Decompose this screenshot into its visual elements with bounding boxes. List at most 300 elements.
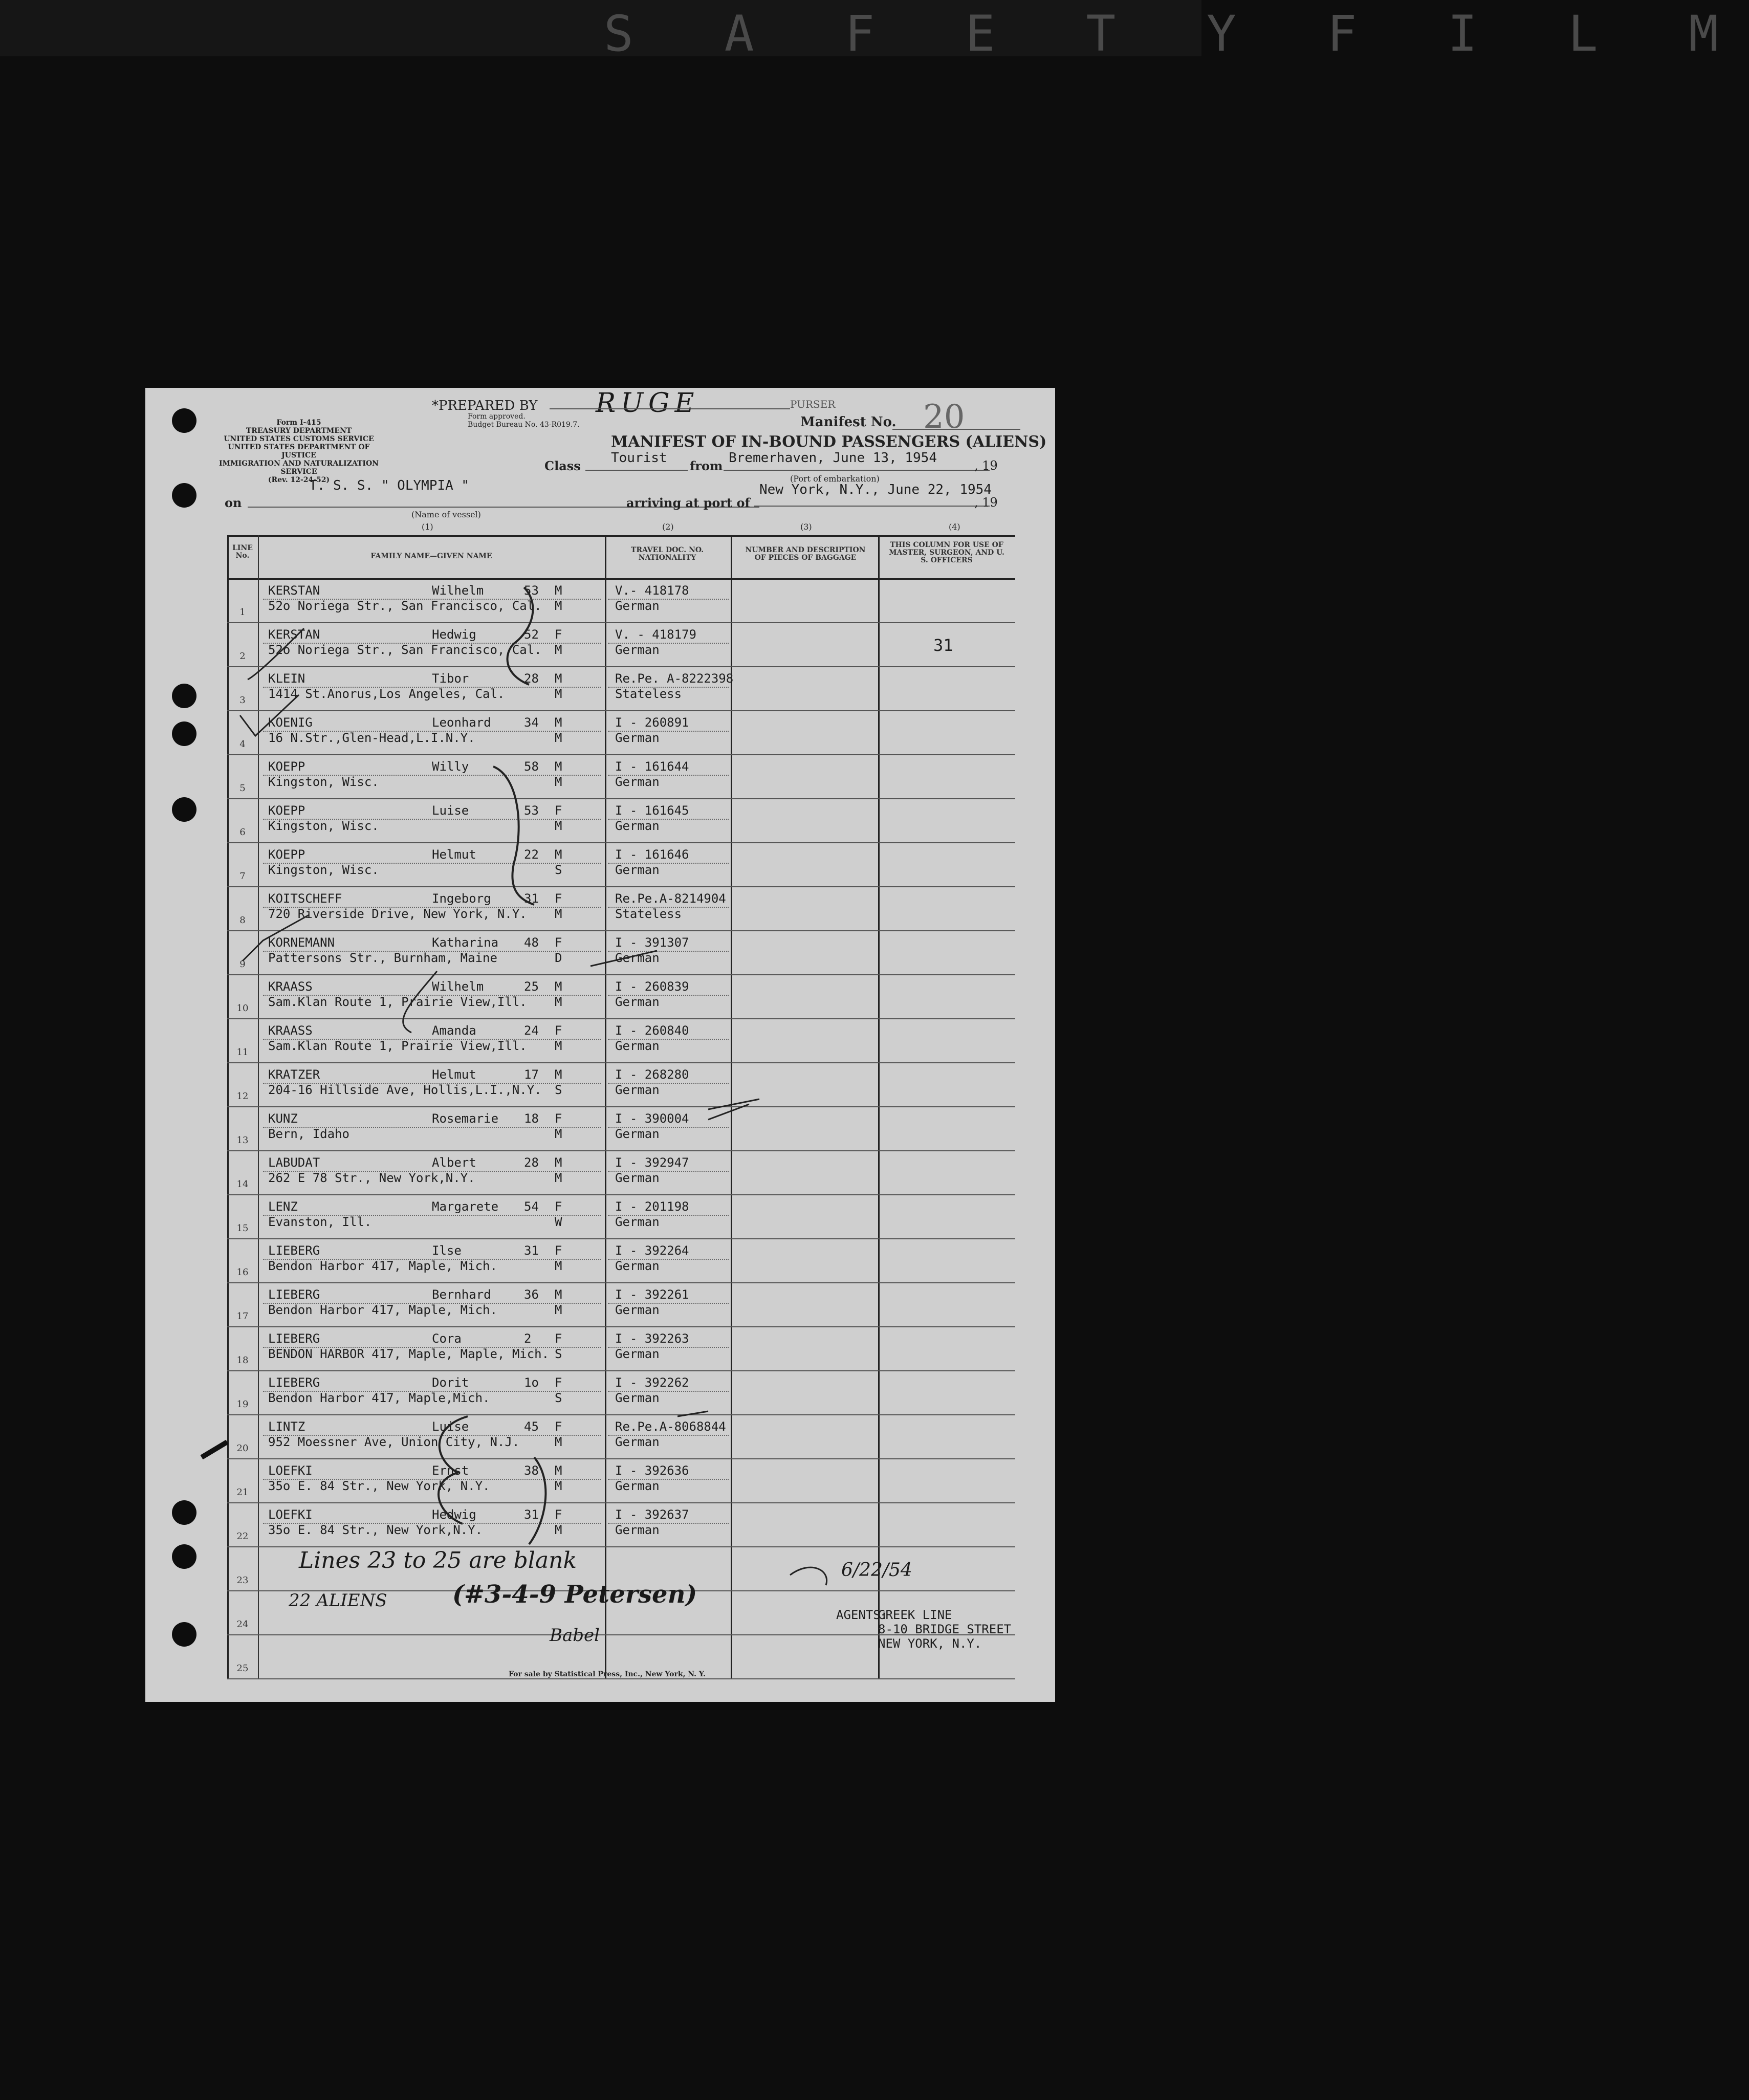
line-no-header: LINE No. <box>232 544 253 560</box>
travel-doc-no: I - 392261 <box>615 1287 689 1302</box>
age: 48 <box>524 935 539 950</box>
sex: F <box>555 1111 562 1126</box>
class-label: Class <box>544 458 581 473</box>
row-divider <box>227 622 1015 623</box>
sex: F <box>555 803 562 818</box>
sex: M <box>555 979 562 994</box>
prepared-by-value: RUGE <box>596 388 699 419</box>
manifest-title: MANIFEST OF IN-BOUND PASSENGERS (ALIENS) <box>611 433 1047 451</box>
vessel-caption: (Name of vessel) <box>411 510 481 519</box>
given-name: Luise <box>432 1419 469 1434</box>
row-divider <box>227 1326 1015 1327</box>
address: 204-16 Hillside Ave, Hollis,L.I.,N.Y. <box>268 1083 542 1097</box>
row-number: 5 <box>239 783 246 794</box>
given-name: Helmut <box>432 1067 476 1082</box>
sex: M <box>555 715 562 730</box>
doc-divider <box>608 599 729 600</box>
form-block-line: IMMIGRATION AND NATURALIZATION SERVICE <box>219 460 379 476</box>
col-border <box>878 535 880 1679</box>
given-name: Ilse <box>432 1243 462 1258</box>
marital-status: M <box>555 643 562 657</box>
sex: F <box>555 891 562 906</box>
given-name: Amanda <box>432 1023 476 1038</box>
name-address-divider <box>263 1039 601 1040</box>
row-number: 9 <box>239 959 246 970</box>
travel-doc-no: I - 268280 <box>615 1067 689 1082</box>
marital-status: M <box>555 731 562 745</box>
family-name: KUNZ <box>268 1111 298 1126</box>
given-name: Wilhelm <box>432 979 484 994</box>
doc-divider <box>608 1391 729 1392</box>
row-number: 24 <box>236 1619 249 1630</box>
given-name: Bernhard <box>432 1287 491 1302</box>
name-address-divider <box>263 1479 601 1480</box>
officer-note: 31 <box>933 636 953 655</box>
name-address-divider <box>263 1391 601 1392</box>
name-address-divider <box>263 1303 601 1304</box>
row-divider <box>227 798 1015 799</box>
nationality: German <box>615 1347 660 1361</box>
row-number: 1 <box>239 607 246 618</box>
doc-divider <box>608 1523 729 1524</box>
doc-divider <box>608 1083 729 1084</box>
vessel-name: T. S. S. " OLYMPIA " <box>309 478 470 493</box>
punch-hole <box>172 721 196 746</box>
family-name: KRAASS <box>268 1023 313 1038</box>
reference-note: (#3-4-9 Petersen) <box>452 1580 697 1609</box>
given-name: Hedwig <box>432 627 476 642</box>
doc-divider <box>608 687 729 688</box>
name-address-divider <box>263 995 601 996</box>
travel-doc-no: I - 161644 <box>615 759 689 774</box>
name-address-divider <box>263 907 601 908</box>
from-underline <box>724 470 990 471</box>
row-divider <box>227 666 1015 667</box>
row-number: 10 <box>236 1003 249 1014</box>
address: 16 N.Str.,Glen-Head,L.I.N.Y. <box>268 731 475 745</box>
family-name: KOEPP <box>268 847 305 862</box>
marital-status: M <box>555 1127 562 1141</box>
form-block-line: (Rev. 12-24-52) <box>268 476 330 484</box>
given-name: Wilhelm <box>432 583 484 598</box>
doc-divider <box>608 643 729 644</box>
row-divider <box>227 1238 1015 1239</box>
doc-divider <box>608 1039 729 1040</box>
row-number: 2 <box>239 651 246 662</box>
nationality: German <box>615 863 660 877</box>
given-name: Cora <box>432 1331 462 1346</box>
marital-status: M <box>555 775 562 789</box>
marital-status: M <box>555 819 562 833</box>
age: 18 <box>524 1111 539 1126</box>
given-name: Willy <box>432 759 469 774</box>
age: 36 <box>524 1287 539 1302</box>
address: Evanston, Ill. <box>268 1215 372 1229</box>
row-number: 25 <box>236 1663 249 1674</box>
address: Pattersons Str., Burnham, Maine <box>268 951 497 965</box>
travel-doc-no: I - 260839 <box>615 979 689 994</box>
travel-doc-no: Re.Pe. A-8222398 <box>615 671 734 686</box>
name-address-divider <box>263 1127 601 1128</box>
travel-doc-no: I - 161646 <box>615 847 689 862</box>
family-name: LINTZ <box>268 1419 305 1434</box>
agent-address-2: NEW YORK, N.Y. <box>878 1636 982 1651</box>
officers-header: THIS COLUMN FOR USE OF MASTER, SURGEON, AND U. S. OFFICERS <box>889 541 1004 564</box>
address: Sam.Klan Route 1, Prairie View,Ill. <box>268 995 527 1009</box>
row-number: 14 <box>236 1179 249 1190</box>
row-number: 7 <box>239 871 246 882</box>
from-label: from <box>690 458 723 473</box>
age: 53 <box>524 803 539 818</box>
sex: M <box>555 671 562 686</box>
address: 35o E. 84 Str., New York, N.Y. <box>268 1479 490 1493</box>
given-name: Hedwig <box>432 1507 476 1522</box>
nationality: German <box>615 599 660 613</box>
sex: F <box>555 1023 562 1038</box>
sex: F <box>555 627 562 642</box>
date-note: 6/22/54 <box>841 1560 912 1581</box>
address: BENDON HARBOR 417, Maple, Maple, Mich. <box>268 1347 550 1361</box>
aliens-count: 22 ALIENS <box>289 1590 387 1611</box>
col-border <box>258 535 259 1679</box>
family-name: KOEPP <box>268 759 305 774</box>
name-address-divider <box>263 1171 601 1172</box>
nationality: German <box>615 1171 660 1185</box>
name-address-divider <box>263 951 601 952</box>
col-number-4: (4) <box>949 522 960 532</box>
marital-status: M <box>555 995 562 1009</box>
nationality: German <box>615 1391 660 1405</box>
row-number: 20 <box>236 1443 249 1454</box>
film-strip <box>0 0 1749 62</box>
travel-doc-no: I - 161645 <box>615 803 689 818</box>
name-address-divider <box>263 1215 601 1216</box>
col-number-3: (3) <box>800 522 812 532</box>
doc-divider <box>608 907 729 908</box>
name-address-divider <box>263 643 601 644</box>
manifest-no-value: 20 <box>923 398 965 436</box>
age: 25 <box>524 979 539 994</box>
passenger-table <box>227 535 1015 1679</box>
marital-status: D <box>555 951 562 965</box>
address: Bendon Harbor 417, Maple, Mich. <box>268 1303 497 1317</box>
family-name: KERSTAN <box>268 583 320 598</box>
manifest-no-underline <box>892 429 1020 430</box>
family-name: KOENIG <box>268 715 313 730</box>
family-name: KRAASS <box>268 979 313 994</box>
age: 28 <box>524 671 539 686</box>
form-approved-line: Budget Bureau No. 43-R019.7. <box>468 421 580 429</box>
row-number: 3 <box>239 695 246 706</box>
travel-doc-no: I - 260891 <box>615 715 689 730</box>
travel-doc-no: V. - 418179 <box>615 627 696 642</box>
given-name: Margarete <box>432 1199 499 1214</box>
marital-status: S <box>555 1083 562 1097</box>
travel-doc-no: I - 392263 <box>615 1331 689 1346</box>
family-name: KLEIN <box>268 671 305 686</box>
row-divider <box>227 1194 1015 1195</box>
given-name: Luise <box>432 803 469 818</box>
row-divider <box>227 1106 1015 1107</box>
row-divider <box>227 886 1015 887</box>
travel-doc-no: Re.Pe.A-8068844 <box>615 1419 726 1434</box>
address: 720 Riverside Drive, New York, N.Y. <box>268 907 527 921</box>
name-address-divider <box>263 1347 601 1348</box>
marital-status: M <box>555 907 562 921</box>
agent-address-1: 8-10 BRIDGE STREET <box>878 1622 1012 1636</box>
col-border <box>227 535 229 1679</box>
sex: F <box>555 1375 562 1390</box>
row-number: 12 <box>236 1091 249 1102</box>
col-number-2: (2) <box>662 522 674 532</box>
row-number: 22 <box>236 1531 249 1542</box>
family-name: KORNEMANN <box>268 935 335 950</box>
row-divider <box>227 842 1015 843</box>
punch-hole <box>172 1500 196 1525</box>
row-number: 23 <box>236 1575 249 1586</box>
age: 58 <box>524 759 539 774</box>
given-name: Leonhard <box>432 715 491 730</box>
class-value: Tourist <box>611 450 667 466</box>
punch-hole <box>172 408 196 433</box>
punch-hole <box>172 483 196 508</box>
sex: M <box>555 1067 562 1082</box>
travel-doc-no: I - 392262 <box>615 1375 689 1390</box>
name-address-divider <box>263 1259 601 1260</box>
marital-status: M <box>555 1523 562 1537</box>
port-of-embarkation: Bremerhaven, June 13, 1954 <box>729 450 937 466</box>
manifest-page <box>145 388 1055 1702</box>
row-number: 21 <box>236 1487 249 1498</box>
arriving-label: arriving at port of <box>626 495 750 510</box>
prepared-by-label: *PREPARED BY <box>432 398 538 413</box>
family-name: LIEBERG <box>268 1375 320 1390</box>
punch-hole <box>172 797 196 822</box>
marital-status: W <box>555 1215 562 1229</box>
row-divider <box>227 974 1015 975</box>
year-suffix: , 19 <box>974 458 998 473</box>
punch-hole <box>172 1544 196 1569</box>
table-header-rule <box>227 578 1015 580</box>
age: 31 <box>524 1507 539 1522</box>
row-divider <box>227 1150 1015 1151</box>
signature: Babel <box>550 1625 600 1646</box>
row-number: 15 <box>236 1223 249 1234</box>
given-name: Tibor <box>432 671 469 686</box>
family-name: LOEFKI <box>268 1507 313 1522</box>
sex: M <box>555 583 562 598</box>
name-address-divider <box>263 775 601 776</box>
nationality: German <box>615 643 660 657</box>
row-divider <box>227 1458 1015 1459</box>
address: 952 Moessner Ave, Union City, N.J. <box>268 1435 520 1449</box>
doc-divider <box>608 1127 729 1128</box>
doc-divider <box>608 951 729 952</box>
age: 28 <box>524 1155 539 1170</box>
nationality: German <box>615 1523 660 1537</box>
family-name: LENZ <box>268 1199 298 1214</box>
address: Kingston, Wisc. <box>268 819 379 833</box>
port-caption: (Port of embarkation) <box>790 474 880 484</box>
age: 1o <box>524 1375 539 1390</box>
address: Kingston, Wisc. <box>268 775 379 789</box>
family-name: LOEFKI <box>268 1463 313 1478</box>
travel-doc-no: I - 390004 <box>615 1111 689 1126</box>
marital-status: S <box>555 1391 562 1405</box>
row-number: 18 <box>236 1355 249 1366</box>
family-name: LIEBERG <box>268 1331 320 1346</box>
family-name: KRATZER <box>268 1067 320 1082</box>
address: 262 E 78 Str., New York,N.Y. <box>268 1171 475 1185</box>
table-top-rule <box>227 535 1015 537</box>
travel-doc-no: I - 260840 <box>615 1023 689 1038</box>
row-number: 6 <box>239 827 246 838</box>
travel-doc-header: TRAVEL DOC. NO. NATIONALITY <box>630 546 704 562</box>
nationality: German <box>615 1127 660 1141</box>
row-number: 17 <box>236 1311 249 1322</box>
col-border <box>605 535 606 1679</box>
row-divider <box>227 710 1015 711</box>
given-name: Ingeborg <box>432 891 491 906</box>
name-address-divider <box>263 687 601 688</box>
doc-divider <box>608 995 729 996</box>
travel-doc-no: I - 392264 <box>615 1243 689 1258</box>
address: 52o Noriega Str., San Francisco, Cal. <box>268 599 542 613</box>
doc-divider <box>608 863 729 864</box>
doc-divider <box>608 1215 729 1216</box>
age: 31 <box>524 891 539 906</box>
row-divider <box>227 1018 1015 1019</box>
doc-divider <box>608 1259 729 1260</box>
punch-hole <box>172 684 196 708</box>
on-label: on <box>225 495 242 510</box>
travel-doc-no: I - 392947 <box>615 1155 689 1170</box>
address: Bendon Harbor 417, Maple, Mich. <box>268 1259 497 1273</box>
nationality: German <box>615 1039 660 1053</box>
sex: F <box>555 1507 562 1522</box>
age: 17 <box>524 1067 539 1082</box>
family-name: LABUDAT <box>268 1155 320 1170</box>
travel-doc-no: I - 201198 <box>615 1199 689 1214</box>
agent-name: GREEK LINE <box>878 1608 952 1622</box>
sex: F <box>555 1243 562 1258</box>
name-address-divider <box>263 1435 601 1436</box>
nationality: German <box>615 1303 660 1317</box>
doc-divider <box>608 775 729 776</box>
given-name: Dorit <box>432 1375 469 1390</box>
marital-status: M <box>555 1435 562 1449</box>
doc-divider <box>608 1171 729 1172</box>
given-name: Helmut <box>432 847 476 862</box>
row-number: 4 <box>239 739 246 750</box>
row-number: 13 <box>236 1135 249 1146</box>
nationality: German <box>615 731 660 745</box>
col-border <box>731 535 732 1679</box>
arrival-port-date: New York, N.Y., June 22, 1954 <box>759 482 992 497</box>
name-address-divider <box>263 1083 601 1084</box>
doc-divider <box>608 1435 729 1436</box>
row-number: 11 <box>236 1047 249 1058</box>
nationality: German <box>615 1215 660 1229</box>
nationality: German <box>615 819 660 833</box>
given-name: Ernst <box>432 1463 469 1478</box>
sex: M <box>555 1287 562 1302</box>
marital-status: S <box>555 1347 562 1361</box>
row-divider <box>227 1502 1015 1503</box>
doc-divider <box>608 1479 729 1480</box>
nationality: German <box>615 1259 660 1273</box>
address: 1414 St.Anorus,Los Angeles, Cal. <box>268 687 505 701</box>
given-name: Katharina <box>432 935 499 950</box>
nationality: German <box>615 1083 660 1097</box>
family-name: KOITSCHEFF <box>268 891 342 906</box>
row-number: 16 <box>236 1267 249 1278</box>
family-name: KOEPP <box>268 803 305 818</box>
sex: M <box>555 1463 562 1478</box>
travel-doc-no: Re.Pe.A-8214904 <box>615 891 726 906</box>
marital-status: S <box>555 863 562 877</box>
marital-status: M <box>555 1039 562 1053</box>
form-block-line: TREASURY DEPARTMENT <box>246 427 352 435</box>
nationality: German <box>615 1479 660 1493</box>
age: 53 <box>524 583 539 598</box>
row-divider <box>227 1414 1015 1415</box>
age: 31 <box>524 1243 539 1258</box>
age: 38 <box>524 1463 539 1478</box>
row-divider <box>227 1282 1015 1283</box>
doc-divider <box>608 1347 729 1348</box>
family-name: LIEBERG <box>268 1287 320 1302</box>
printer-note: For sale by Statistical Press, Inc., New York, N. Y. <box>509 1670 706 1678</box>
age: 54 <box>524 1199 539 1214</box>
sex: F <box>555 1331 562 1346</box>
nationality: German <box>615 951 660 965</box>
arrival-underline <box>754 506 990 507</box>
address: Bern, Idaho <box>268 1127 349 1141</box>
travel-doc-no: I - 392636 <box>615 1463 689 1478</box>
sex: M <box>555 759 562 774</box>
blank-lines-note: Lines 23 to 25 are blank <box>299 1547 577 1573</box>
col-number-1: (1) <box>422 522 433 532</box>
form-block-line: UNITED STATES DEPARTMENT OF JUSTICE <box>228 443 370 460</box>
age: 45 <box>524 1419 539 1434</box>
row-divider <box>227 754 1015 755</box>
purser-label: PURSER <box>790 398 836 410</box>
address: 35o E. 84 Str., New York,N.Y. <box>268 1523 483 1537</box>
marital-status: M <box>555 1303 562 1317</box>
nationality: Stateless <box>615 907 682 921</box>
age: 24 <box>524 1023 539 1038</box>
row-number: 19 <box>236 1399 249 1410</box>
form-identification-block <box>217 419 381 484</box>
film-edge-text: S A F E T Y F I L M <box>604 5 1749 62</box>
row-divider <box>227 1678 1015 1679</box>
row-divider <box>227 1062 1015 1063</box>
name-address-divider <box>263 863 601 864</box>
punch-hole <box>172 1622 196 1647</box>
marital-status: M <box>555 1479 562 1493</box>
marital-status: M <box>555 1259 562 1273</box>
family-name: LIEBERG <box>268 1243 320 1258</box>
name-address-divider <box>263 731 601 732</box>
year-suffix: , 19 <box>974 495 998 510</box>
nationality: German <box>615 995 660 1009</box>
doc-divider <box>608 1303 729 1304</box>
travel-doc-no: I - 391307 <box>615 935 689 950</box>
age: 34 <box>524 715 539 730</box>
given-name: Albert <box>432 1155 476 1170</box>
sex: F <box>555 935 562 950</box>
